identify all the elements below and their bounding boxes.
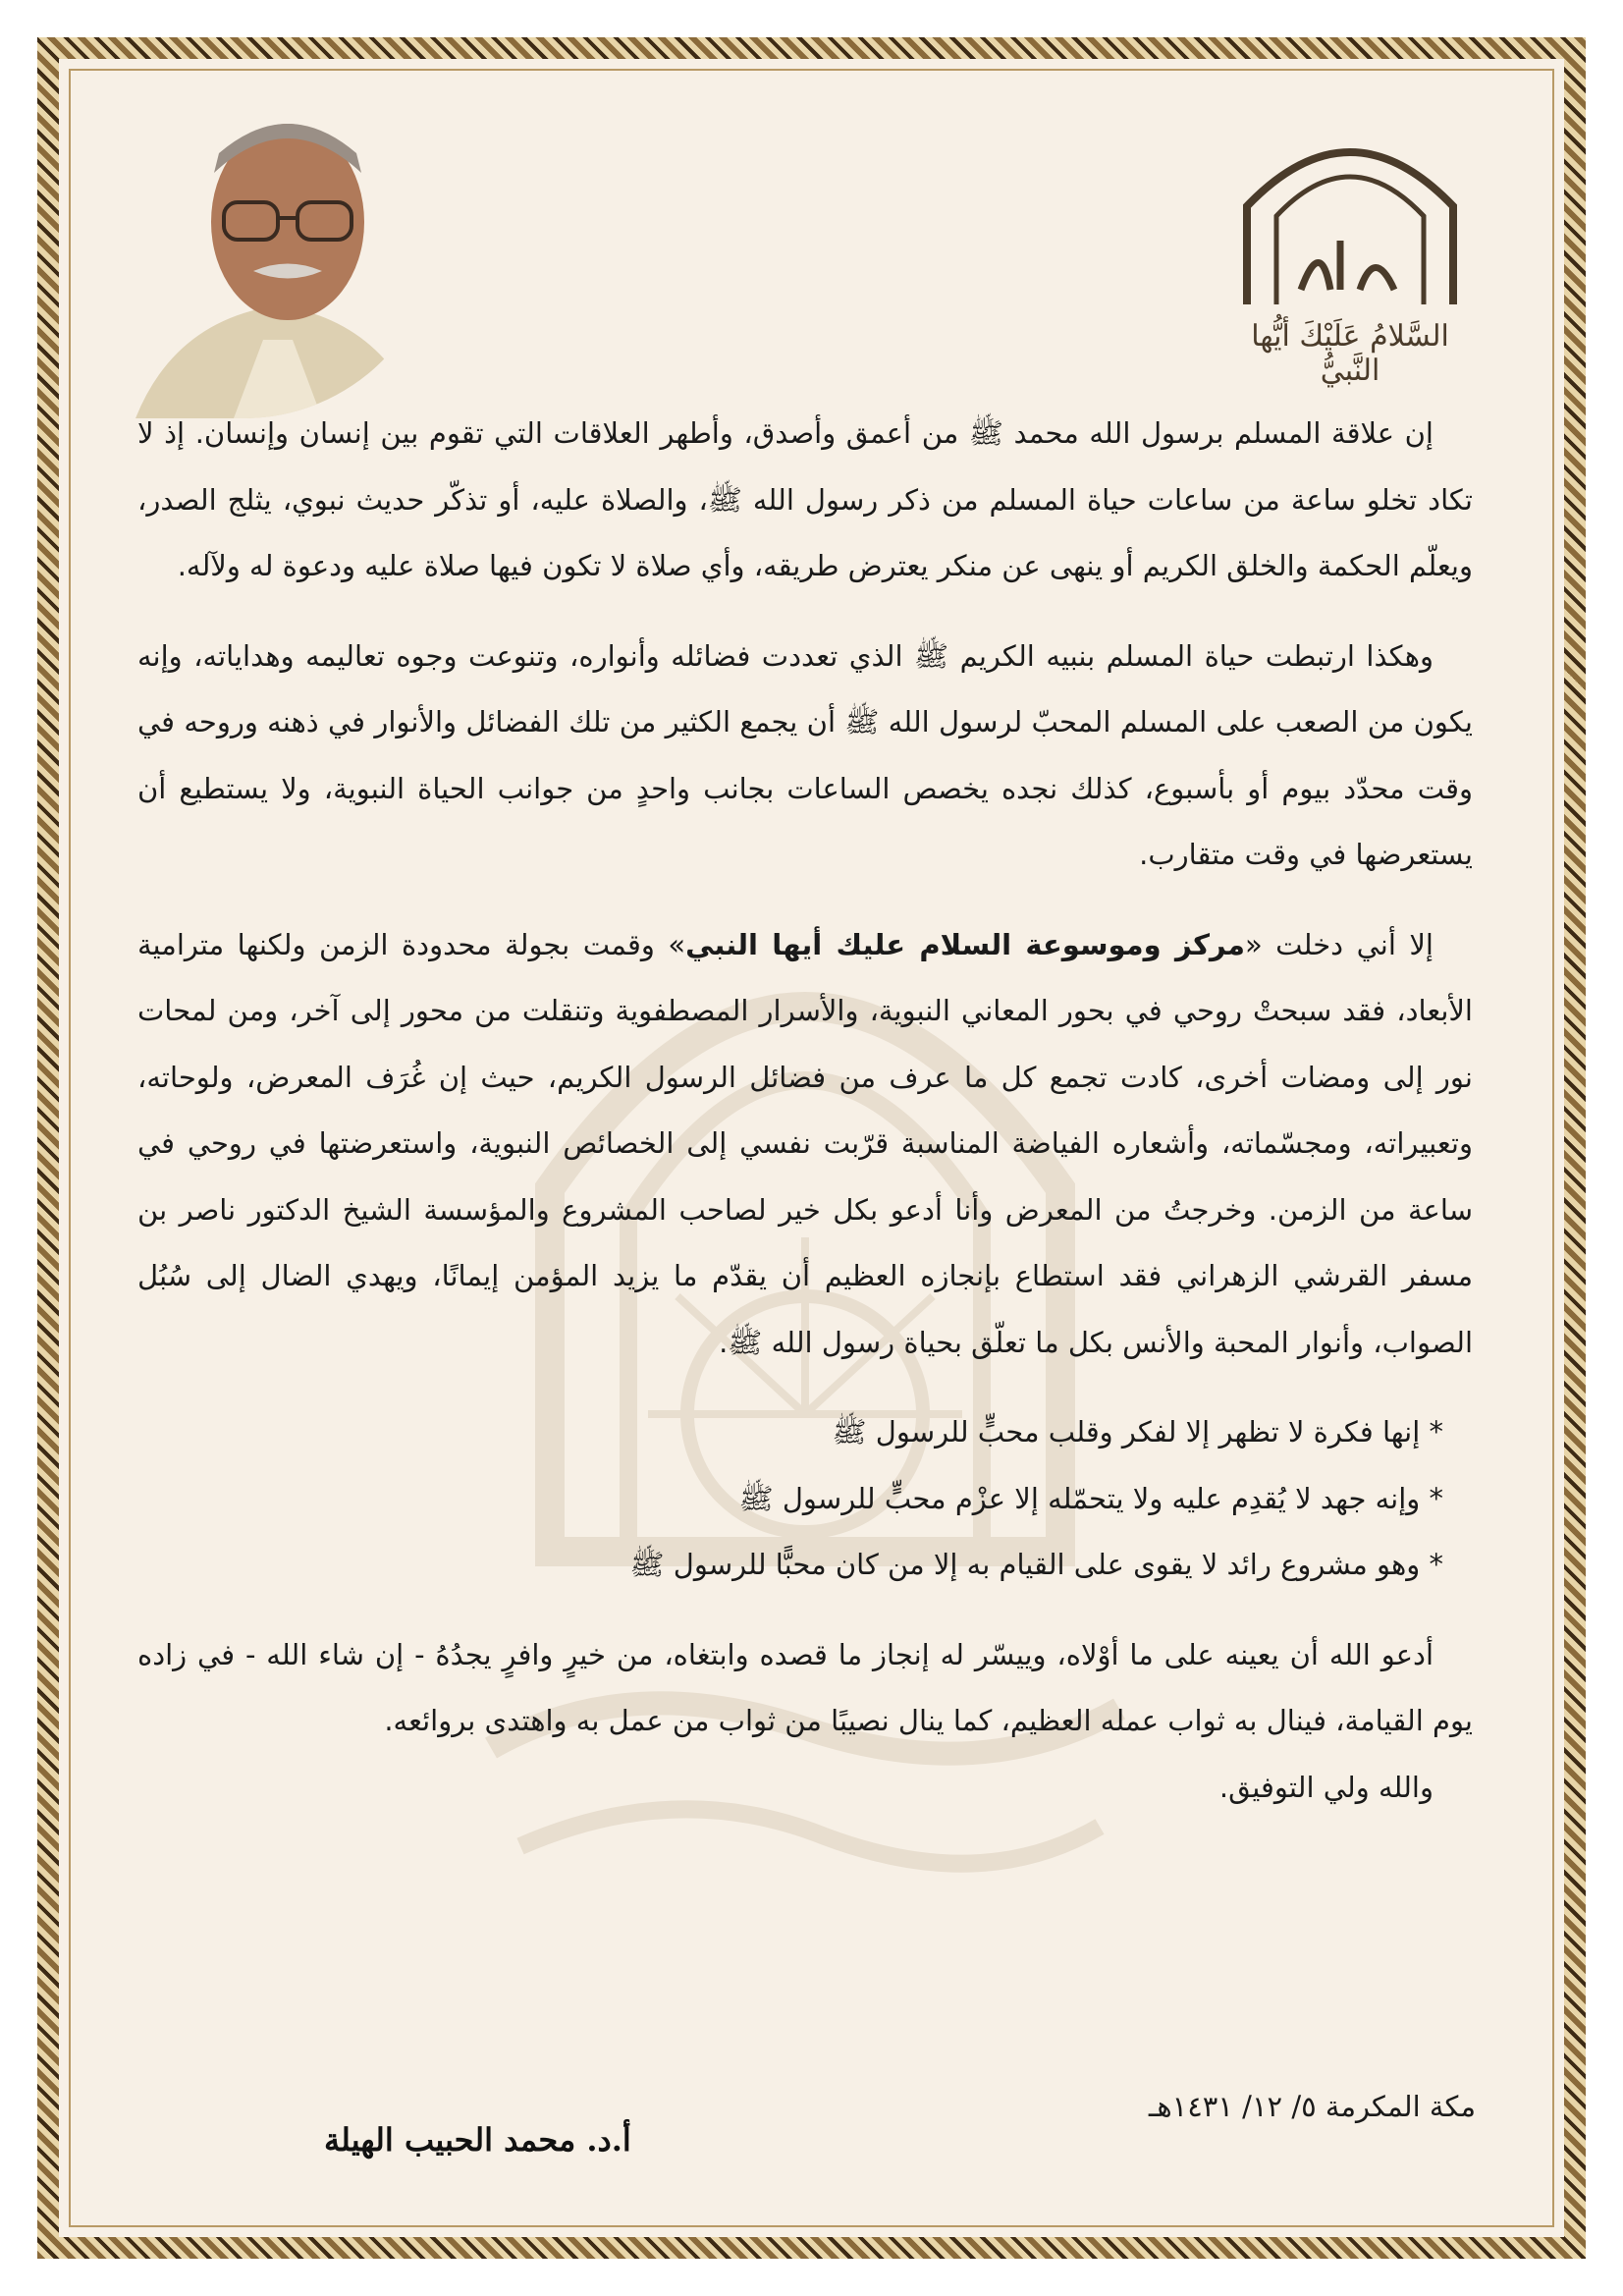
paragraph-2: وهكذا ارتبطت حياة المسلم بنبيه الكريم ﷺ الذي تعددت فضائله وأنواره، وتنوعت وجوه تعاليمه وهداياته، وإنه يكون من الصعب على المسلم المحبّ لرسول الله ﷺ أن يجمع الكثير من تلك الفضائل والأنوار في ذهنه وروحه في وقت محدّد بيوم أو بأسبوع، كذلك نجده يخصص الساعات بجانب واحدٍ من جوانب الحياة النبوية، ولا يستطيع أن يستعرضها في وقت متقارب.	[137, 638, 1473, 871]
place-date: مكة المكرمة ٥/ ١٢/ ١٤٣١هـ	[1148, 2090, 1476, 2123]
center-name: مركز وموسوعة السلام عليك أيها النبي	[685, 927, 1245, 961]
logo-caption: السَّلامُ عَلَيْكَ أيُّها النَّبيُّ	[1251, 319, 1449, 388]
paragraph-3-start: إلا أني دخلت «	[1244, 927, 1434, 961]
letter-body	[137, 401, 1473, 1844]
bullet-item: * وهو مشروع رائد لا يقوى على القيام به إلا من كان محبًّا للرسول ﷺ	[629, 1548, 1443, 1581]
paragraph-3-rest: » وقمت بجولة محدودة الزمن ولكنها مترامية الأبعاد، فقد سبحتْ روحي في بحور المعاني النبوية، والأسرار المصطفوية وتنقلت من محور إلى آخر، ومن لمحات نور إلى ومضات أخرى، كادت تجمع كل ما عرف من فضائل الرسول الكريم، حيث إن غُرَف المعرض، ولوحاته، وتعبيراته، ومجسّماته، وأشعاره الفياضة المناسبة قرّبت نفسي إلى الخصائص النبوية، واستعرضتها في روحي في ساعة من الزمن. وخرجتُ من المعرض وأنا أدعو بكل خير لصاحب المشروع والمؤسسة الشيخ الدكتور ناصر بن مسفر القرشي الزهراني فقد استطاع بإنجازه العظيم أن يقدّم ما يزيد المؤمن إيمانًا، ويهدي الضال إلى سُبُل الصواب، وأنوار المحبة والأنس بكل ما تعلّق بحياة رسول الله ﷺ.	[137, 927, 1473, 1359]
paragraph-1: إن علاقة المسلم برسول الله محمد ﷺ من أعمق وأصدق، وأطهر العلاقات التي تقوم بين إنسان وإنسان. إذ لا تكاد تخلو ساعة من ساعات حياة المسلم من ذكر رسول الله ﷺ، والصلاة عليه، أو تذكّر حديث نبوي، يثلج الصدر، ويعلّم الحكمة والخلق الكريم أو ينهى عن منكر يعترض طريقه، وأي صلاة لا تكون فيها صلاة عليه ودعوة له ولآله.	[137, 416, 1473, 582]
paragraph-3	[137, 912, 1473, 1377]
bullet-item: * وإنه جهد لا يُقدِم عليه ولا يتحمّله إلا عزْم محبٍّ للرسول ﷺ	[738, 1481, 1443, 1515]
paragraph-4: أدعو الله أن يعينه على ما أوْلاه، وييسّر له إنجاز ما قصده وابتغاه، من خيرٍ وافرٍ يجدُهُ - إن شاء الله - في زاده يوم القيامة، فينال به ثواب عمله العظيم، كما ينال نصيبًا من ثواب من عمل به واهتدى بروائعه.	[137, 1637, 1473, 1737]
closing-line: والله ولي التوفيق.	[1218, 1770, 1434, 1804]
bullet-item: * إنها فكرة لا تظهر إلا لفكر وقلب محبٍّ للرسول ﷺ	[832, 1415, 1443, 1449]
signature: أ.د. محمد الحبيب الهيلة	[324, 2121, 631, 2159]
